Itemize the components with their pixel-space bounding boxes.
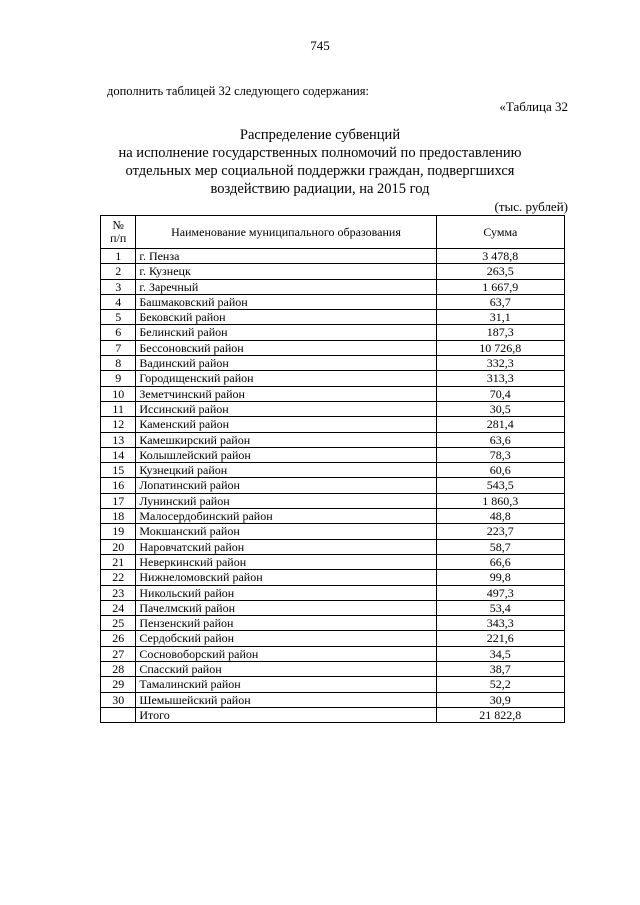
header-sum: Сумма [436,216,564,249]
row-sum: 70,4 [436,386,564,401]
table-row [101,554,565,569]
row-number: 21 [101,554,136,569]
row-name: Башмаковский район [136,294,436,309]
row-sum: 3 478,8 [436,249,564,264]
row-name: Сердобский район [136,631,436,646]
row-sum: 78,3 [436,447,564,462]
row-name: Камешкирский район [136,432,436,447]
row-sum: 281,4 [436,417,564,432]
row-sum: 99,8 [436,570,564,585]
row-number: 10 [101,386,136,401]
table-row [101,264,565,279]
row-sum: 38,7 [436,662,564,677]
header-number-abbrev: п/п [110,231,127,245]
row-name: Спасский район [136,662,436,677]
page-number: 745 [310,38,330,53]
table-row [101,616,565,631]
row-name: Неверкинский район [136,554,436,569]
title-line: Распределение субвенций [239,127,401,143]
row-sum: 263,5 [436,264,564,279]
total-label: Итого [136,707,436,722]
table-row [101,294,565,309]
row-sum: 53,4 [436,600,564,615]
row-sum: 30,5 [436,401,564,416]
row-sum: 332,3 [436,356,564,371]
table-row [101,600,565,615]
row-number: 23 [101,585,136,600]
units-label: (тыс. рублей) [494,199,568,214]
row-number: 6 [101,325,136,340]
table-row [101,692,565,707]
row-number: 24 [101,600,136,615]
table-row [101,677,565,692]
row-number: 25 [101,616,136,631]
table-row [101,585,565,600]
row-name: Малосердобинский район [136,509,436,524]
row-sum: 223,7 [436,524,564,539]
row-name: Сосновоборский район [136,646,436,661]
row-number: 3 [101,279,136,294]
row-name: Каменский район [136,417,436,432]
table-row [101,279,565,294]
table-row [101,493,565,508]
table-row [101,432,565,447]
row-sum: 187,3 [436,325,564,340]
row-number: 9 [101,371,136,386]
row-sum: 313,3 [436,371,564,386]
table-total-row [101,707,565,722]
table-row [101,325,565,340]
intro-text: дополнить таблицей 32 следующего содержания: [107,84,369,98]
row-number: 16 [101,478,136,493]
row-sum: 63,6 [436,432,564,447]
header-number [101,216,136,249]
row-name: Земетчинский район [136,386,436,401]
row-number: 22 [101,570,136,585]
row-name: Иссинский район [136,401,436,416]
row-sum: 52,2 [436,677,564,692]
table-row [101,509,565,524]
table-row [101,371,565,386]
row-sum: 343,3 [436,616,564,631]
row-name: Нижнеломовский район [136,570,436,585]
row-number: 13 [101,432,136,447]
row-name: Кузнецкий район [136,463,436,478]
row-name: Бессоновский район [136,340,436,355]
row-sum: 31,1 [436,310,564,325]
row-number: 20 [101,539,136,554]
row-sum: 1 860,3 [436,493,564,508]
row-sum: 58,7 [436,539,564,554]
row-sum: 497,3 [436,585,564,600]
table-title [90,126,550,198]
row-sum: 63,7 [436,294,564,309]
row-sum: 34,5 [436,646,564,661]
table-row [101,340,565,355]
row-sum: 543,5 [436,478,564,493]
table-reference: «Таблица 32 [499,99,568,114]
row-number: 26 [101,631,136,646]
table-row [101,463,565,478]
row-sum: 48,8 [436,509,564,524]
row-number: 29 [101,677,136,692]
header-number-symbol: № [112,218,124,232]
row-sum: 1 667,9 [436,279,564,294]
row-number: 11 [101,401,136,416]
row-sum: 30,9 [436,692,564,707]
row-number: 30 [101,692,136,707]
row-number: 4 [101,294,136,309]
row-number: 19 [101,524,136,539]
table-row [101,356,565,371]
row-sum: 66,6 [436,554,564,569]
row-name: Мокшанский район [136,524,436,539]
row-number: 1 [101,249,136,264]
row-number: 7 [101,340,136,355]
title-line: воздействию радиации, на 2015 год [210,181,430,197]
title-line: на исполнение государственных полномочий по предоставлению [118,145,522,161]
row-name: Пензенский район [136,616,436,631]
row-name: Тамалинский район [136,677,436,692]
table-row [101,646,565,661]
table-row [101,570,565,585]
row-name: Колышлейский район [136,447,436,462]
row-name: г. Кузнецк [136,264,436,279]
row-name: Вадинский район [136,356,436,371]
subventions-table [100,215,565,723]
row-name: Лунинский район [136,493,436,508]
table-row [101,539,565,554]
table-row [101,478,565,493]
row-number: 15 [101,463,136,478]
table-row [101,386,565,401]
row-name: Наровчатский район [136,539,436,554]
row-sum: 221,6 [436,631,564,646]
total-sum: 21 822,8 [436,707,564,722]
row-number: 5 [101,310,136,325]
row-name: Белинский район [136,325,436,340]
row-number: 12 [101,417,136,432]
table-row [101,417,565,432]
row-name: Пачелмский район [136,600,436,615]
table-row [101,631,565,646]
table-row [101,662,565,677]
table-row [101,401,565,416]
table-row [101,447,565,462]
row-name: Шемышейский район [136,692,436,707]
row-name: Лопатинский район [136,478,436,493]
row-name: г. Заречный [136,279,436,294]
row-number: 27 [101,646,136,661]
table-header-row [101,216,565,249]
row-number: 14 [101,447,136,462]
table-row [101,249,565,264]
header-name: Наименование муниципального образования [136,216,436,249]
row-number: 17 [101,493,136,508]
table-row [101,310,565,325]
row-name: г. Пенза [136,249,436,264]
row-number: 28 [101,662,136,677]
row-sum: 10 726,8 [436,340,564,355]
row-name: Никольский район [136,585,436,600]
row-number: 18 [101,509,136,524]
row-name: Городищенский район [136,371,436,386]
title-line: отдельных мер социальной поддержки граждан, подвергшихся [125,163,515,179]
row-number: 2 [101,264,136,279]
row-name: Бековский район [136,310,436,325]
total-number [101,707,136,722]
row-number: 8 [101,356,136,371]
row-sum: 60,6 [436,463,564,478]
table-row [101,524,565,539]
